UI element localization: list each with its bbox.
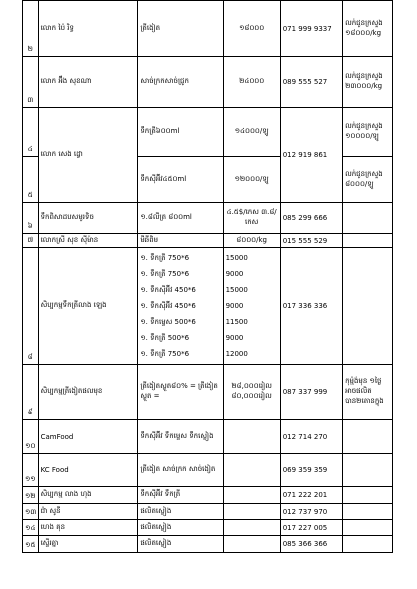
product: ផលិតស្លៀង bbox=[138, 504, 223, 520]
table-row bbox=[23, 365, 393, 420]
price: ២៨,០០០រៀល ៨០,០០០រៀល bbox=[223, 365, 280, 420]
row-number: ១២ bbox=[23, 487, 39, 504]
product: ផលិតស្លៀង bbox=[138, 520, 223, 536]
price-item: 11500 bbox=[225, 318, 248, 326]
list-item: ១. ទឹកត្រី 750*6 bbox=[140, 254, 190, 262]
table-row bbox=[23, 536, 393, 553]
price: ១៤០០០/ឡូ bbox=[223, 108, 280, 157]
phone: 017 227 005 bbox=[280, 520, 342, 536]
product: ត្រីងៀត សាច់ក្រក សាច់ងៀត bbox=[138, 454, 223, 487]
phone: 012 714 270 bbox=[280, 420, 342, 454]
price bbox=[223, 536, 280, 553]
product: សាច់ក្រកសាច់ជ្រូក bbox=[138, 57, 223, 108]
note bbox=[343, 536, 393, 553]
note bbox=[343, 248, 393, 365]
row-number: ១០ bbox=[23, 420, 39, 454]
price bbox=[223, 487, 280, 504]
supplier-name: សិប្បកម្មត្រីងៀតផលមុខ bbox=[38, 365, 138, 420]
supplier-name: CamFood bbox=[38, 420, 138, 454]
supplier-name: ហេង គុន bbox=[38, 520, 138, 536]
price bbox=[223, 520, 280, 536]
row-number: ១៤ bbox=[23, 520, 39, 536]
price bbox=[223, 454, 280, 487]
table-row bbox=[23, 57, 393, 108]
price-item: 9000 bbox=[225, 334, 244, 342]
row-number: ១៥ bbox=[23, 536, 39, 553]
phone: 085 299 666 bbox=[280, 203, 342, 234]
table-row bbox=[23, 504, 393, 520]
supplier-name: លោកស្រី សុខ ស៊ីម៉ាន bbox=[38, 234, 138, 248]
phone: 071 999 9337 bbox=[280, 1, 342, 57]
table-row bbox=[23, 248, 393, 365]
price-list bbox=[223, 248, 280, 365]
note bbox=[343, 504, 393, 520]
note bbox=[343, 203, 393, 234]
row-number: ៣ bbox=[23, 57, 39, 108]
phone: 012 919 861 bbox=[280, 108, 342, 203]
supplier-name: ទឹកពិសាដបសមូរទិច bbox=[38, 203, 138, 234]
phone: 012 737 970 bbox=[280, 504, 342, 520]
phone: 071 222 201 bbox=[280, 487, 342, 504]
product: ត្រីងៀតស្ងួត៨០% = ត្រីងៀតស្ងួត = bbox=[138, 365, 223, 420]
product: ទឹកស៊ីអ៊ីវ៤៥០ml bbox=[138, 157, 223, 203]
note: លក់ជូនក្រសួង ២៣០០០/kg bbox=[343, 57, 393, 108]
row-number: ១១ bbox=[23, 454, 39, 487]
row-number: ៧ bbox=[23, 234, 39, 248]
table-row bbox=[23, 108, 393, 157]
product: ទឹកស៊ីអ៊ីវ ទឹកម្ទេស ទឹកស្លៀង bbox=[138, 420, 223, 454]
price-item: 15000 bbox=[225, 254, 248, 262]
supplier-name: ស្ទើរគ្នា bbox=[38, 536, 138, 553]
table-row bbox=[23, 420, 393, 454]
price: ១២០០០/ឡូ bbox=[223, 157, 280, 203]
product: មីឆីពិម bbox=[138, 234, 223, 248]
row-number: ៦ bbox=[23, 203, 39, 234]
list-item: ១. ទឹកត្រី 750*6 bbox=[140, 270, 190, 278]
product: ផលិតស្លៀង bbox=[138, 536, 223, 553]
price: ១៨០០០ bbox=[223, 1, 280, 57]
supplier-name: លោក ប៉ៃ រិទ្ធ bbox=[38, 1, 138, 57]
table-row bbox=[23, 454, 393, 487]
row-number: ៥ bbox=[23, 157, 39, 203]
row-number: ១៣ bbox=[23, 504, 39, 520]
supplier-name: លោក អ៊ឹង សុខណា bbox=[38, 57, 138, 108]
supplier-name: KC Food bbox=[38, 454, 138, 487]
note bbox=[343, 487, 393, 504]
note bbox=[343, 454, 393, 487]
table-row bbox=[23, 487, 393, 504]
product: ទឹកស៊ីអ៊ីវ ទឹកត្រី bbox=[138, 487, 223, 504]
phone: 087 337 999 bbox=[280, 365, 342, 420]
phone: 085 366 366 bbox=[280, 536, 342, 553]
row-number: ៨ bbox=[23, 248, 39, 365]
table-row bbox=[23, 520, 393, 536]
list-item: ១. ទឹកត្រី 500*6 bbox=[140, 334, 190, 342]
price bbox=[223, 504, 280, 520]
note: លក់ជូនក្រសួង ១០០០០/ឡូ bbox=[343, 108, 393, 157]
product: ទឹកត្រី៦០០ml bbox=[138, 108, 223, 157]
row-number: ៩ bbox=[23, 365, 39, 420]
list-item: ១. ទឹកស៊ីអ៊ីវ 450*6 bbox=[140, 286, 196, 294]
note bbox=[343, 234, 393, 248]
supplier-name: សិប្បកម្មទឹកត្រីលាង ឡេង bbox=[38, 248, 138, 365]
note: លក់ជូនក្រសួង ១៨០០០/kg bbox=[343, 1, 393, 57]
product-list bbox=[138, 248, 223, 365]
price: ២៤០០០ bbox=[223, 57, 280, 108]
supplier-table bbox=[22, 0, 393, 553]
price: ៨០០០/kg bbox=[223, 234, 280, 248]
price-item: 15000 bbox=[225, 286, 248, 294]
table-row bbox=[23, 1, 393, 57]
phone: 069 359 359 bbox=[280, 454, 342, 487]
price: ៤.៥$/កេស ៣.៨/កេស bbox=[223, 203, 280, 234]
list-item: ១. ទឹកត្រី 750*6 bbox=[140, 350, 190, 358]
note bbox=[343, 420, 393, 454]
row-number: ៤ bbox=[23, 108, 39, 157]
table-row bbox=[23, 203, 393, 234]
price-item: 12000 bbox=[225, 350, 248, 358]
price-item: 9000 bbox=[225, 302, 244, 310]
note bbox=[343, 520, 393, 536]
supplier-name: សិប្បកម្ម លាង ហុង bbox=[38, 487, 138, 504]
product: ត្រីងៀត bbox=[138, 1, 223, 57]
note: លក់ជូនក្រសួង ៨០០០/ឡូ bbox=[343, 157, 393, 203]
list-item: ១. ទឹកស៊ីអ៊ីវ 450*6 bbox=[140, 302, 196, 310]
supplier-name: ជ៉ា សូនី bbox=[38, 504, 138, 520]
phone: 015 555 529 bbox=[280, 234, 342, 248]
price-item: 9000 bbox=[225, 270, 244, 278]
phone: 017 336 336 bbox=[280, 248, 342, 365]
note: កុម្ម៉ង់មុន ១ថ្ងៃ អាចផលិតបាន២តោនក្នុង bbox=[343, 365, 393, 420]
list-item: ១. ទឹកម្ទេស 500*6 bbox=[140, 318, 196, 326]
supplier-name: លោក សេង ដ្វោ bbox=[38, 108, 138, 203]
price bbox=[223, 420, 280, 454]
phone: 089 555 527 bbox=[280, 57, 342, 108]
row-number: ២ bbox=[23, 1, 39, 57]
product: ១.៨លីត្រ ៨០០ml bbox=[138, 203, 223, 234]
table-row bbox=[23, 234, 393, 248]
